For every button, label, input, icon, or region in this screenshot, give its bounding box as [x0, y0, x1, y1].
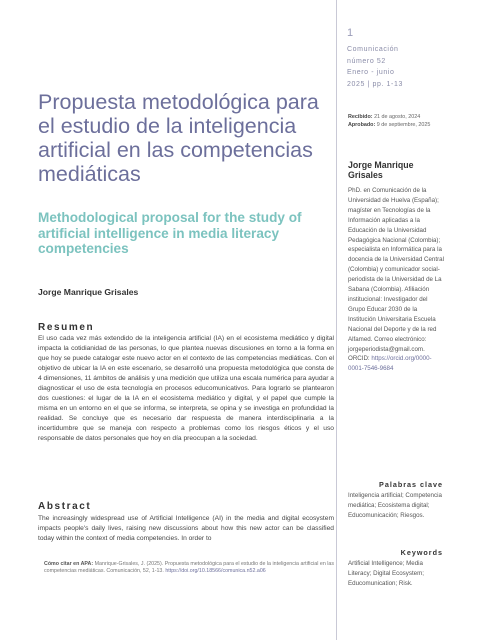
- sidebar-author-name: Jorge Manrique Grisales: [348, 160, 414, 180]
- citation-text: Manrique-Grisales, J. (2025). Propuesta metodológica para el estudio de la inteligencia artificial en las competencias mediáticas. Comunicación, 52, 1-13.: [44, 561, 335, 575]
- resumen-text: El uso cada vez más extendido de la inteligencia artificial (IA) en el ecosistema mediático y digital impacta la cotidianidad de las personas, lo que plantea nuevas discusiones en torno a la forma en que hoy se puede catalogar este nuevo actor en el contexto de las competencias mediáticas. Con el objetivo de ubicar la IA en este escenario, se desarrolló una propuesta metodológica que consta de 4 dimensiones, 11 ámbitos de análisis y una medición que utiliza una escala numérica para ayudar a diagnosticar el uso de esta tecnología en procesos educomunicativos. Para lograrlo se plantearon dos cuestiones: el lugar de la IA en el ecosistema mediático y digital, y el papel que cumple la misma en un entorno en el que se informa, se interpreta, se opina y se investiga en profundidad la realidad. Se concluye que es necesario dar respuesta de manera interdisciplinaria a la incertidumbre que se maneja con respecto a problemas como los riesgos éticos y el uso responsable de datos personales que hoy en día preocupan a la sociedad.: [38, 335, 334, 442]
- author-bio: [348, 186, 444, 374]
- keywords-heading: Keywords: [400, 548, 443, 557]
- column-divider: [336, 0, 337, 640]
- orcid-link[interactable]: https://orcid.org/0000-0001-7546-9684: [348, 355, 432, 373]
- palabras-clave-heading: Palabras clave: [379, 480, 443, 489]
- citation-doi-link[interactable]: https://doi.org/10.18566/comunica.n52.a06: [165, 568, 266, 575]
- resumen-heading: Resumen: [38, 322, 95, 333]
- journal-issue: número 52: [347, 57, 386, 65]
- abstract-text: The increasingly widespread use of Artificial Intelligence (AI) in the media and digital ecosystem impacts people's daily lives, raising new discussions about how this new actor can be classified today within the context of media competencies. In order to: [38, 515, 334, 542]
- received-date: Recibido: 21 de agosto, 2024: [348, 114, 421, 120]
- article-title: Propuesta metodológica para el estudio de la inteligencia artificial en las competencias mediáticas: [38, 90, 319, 186]
- article-subtitle: Methodological proposal for the study of artificial intelligence in media literacy competencies: [38, 210, 302, 256]
- journal-name: Comunicación: [347, 46, 399, 53]
- abstract-heading: Abstract: [38, 501, 92, 512]
- approved-date: Aprobado: 9 de septiembre, 2025: [348, 122, 431, 128]
- journal-info: [347, 44, 403, 90]
- journal-pages: 2025 | pp. 1-13: [347, 80, 403, 88]
- citation-block: [44, 561, 334, 576]
- journal-period: Enero - junio: [347, 69, 395, 76]
- citation-label: Cómo citar en APA:: [44, 561, 94, 567]
- author-name: Jorge Manrique Grisales: [38, 287, 139, 297]
- page-number: 1: [347, 27, 354, 39]
- palabras-clave-list: Inteligencia artificial; Competencia mediática; Ecosistema digital; Educomunicación; Riesgos.: [348, 492, 442, 519]
- article-dates: [348, 113, 430, 129]
- keywords-list: Artificial Intelligence; Media Literacy; Digital Ecosystem; Educomunication; Risk.: [348, 560, 424, 587]
- author-bio-text: PhD. en Comunicación de la Universidad de Huelva (España); magíster en Tecnologías de la Información aplicadas a la Educación de la Universidad Pedagógica Nacional (Colombia); especialista en Informática para la docencia de la Universidad Central (Colombia) y comunicador social-periodista de la Universidad de La Sabana (Colombia). Afiliación institucional: Investigador del Grupo Educar 2030 de la Institución Universitaria Escuela Nacional del Deporte y de la red Alfamed. Correo electrónico: jorgeperiodista@gmail.com. ORCID:: [348, 187, 444, 363]
